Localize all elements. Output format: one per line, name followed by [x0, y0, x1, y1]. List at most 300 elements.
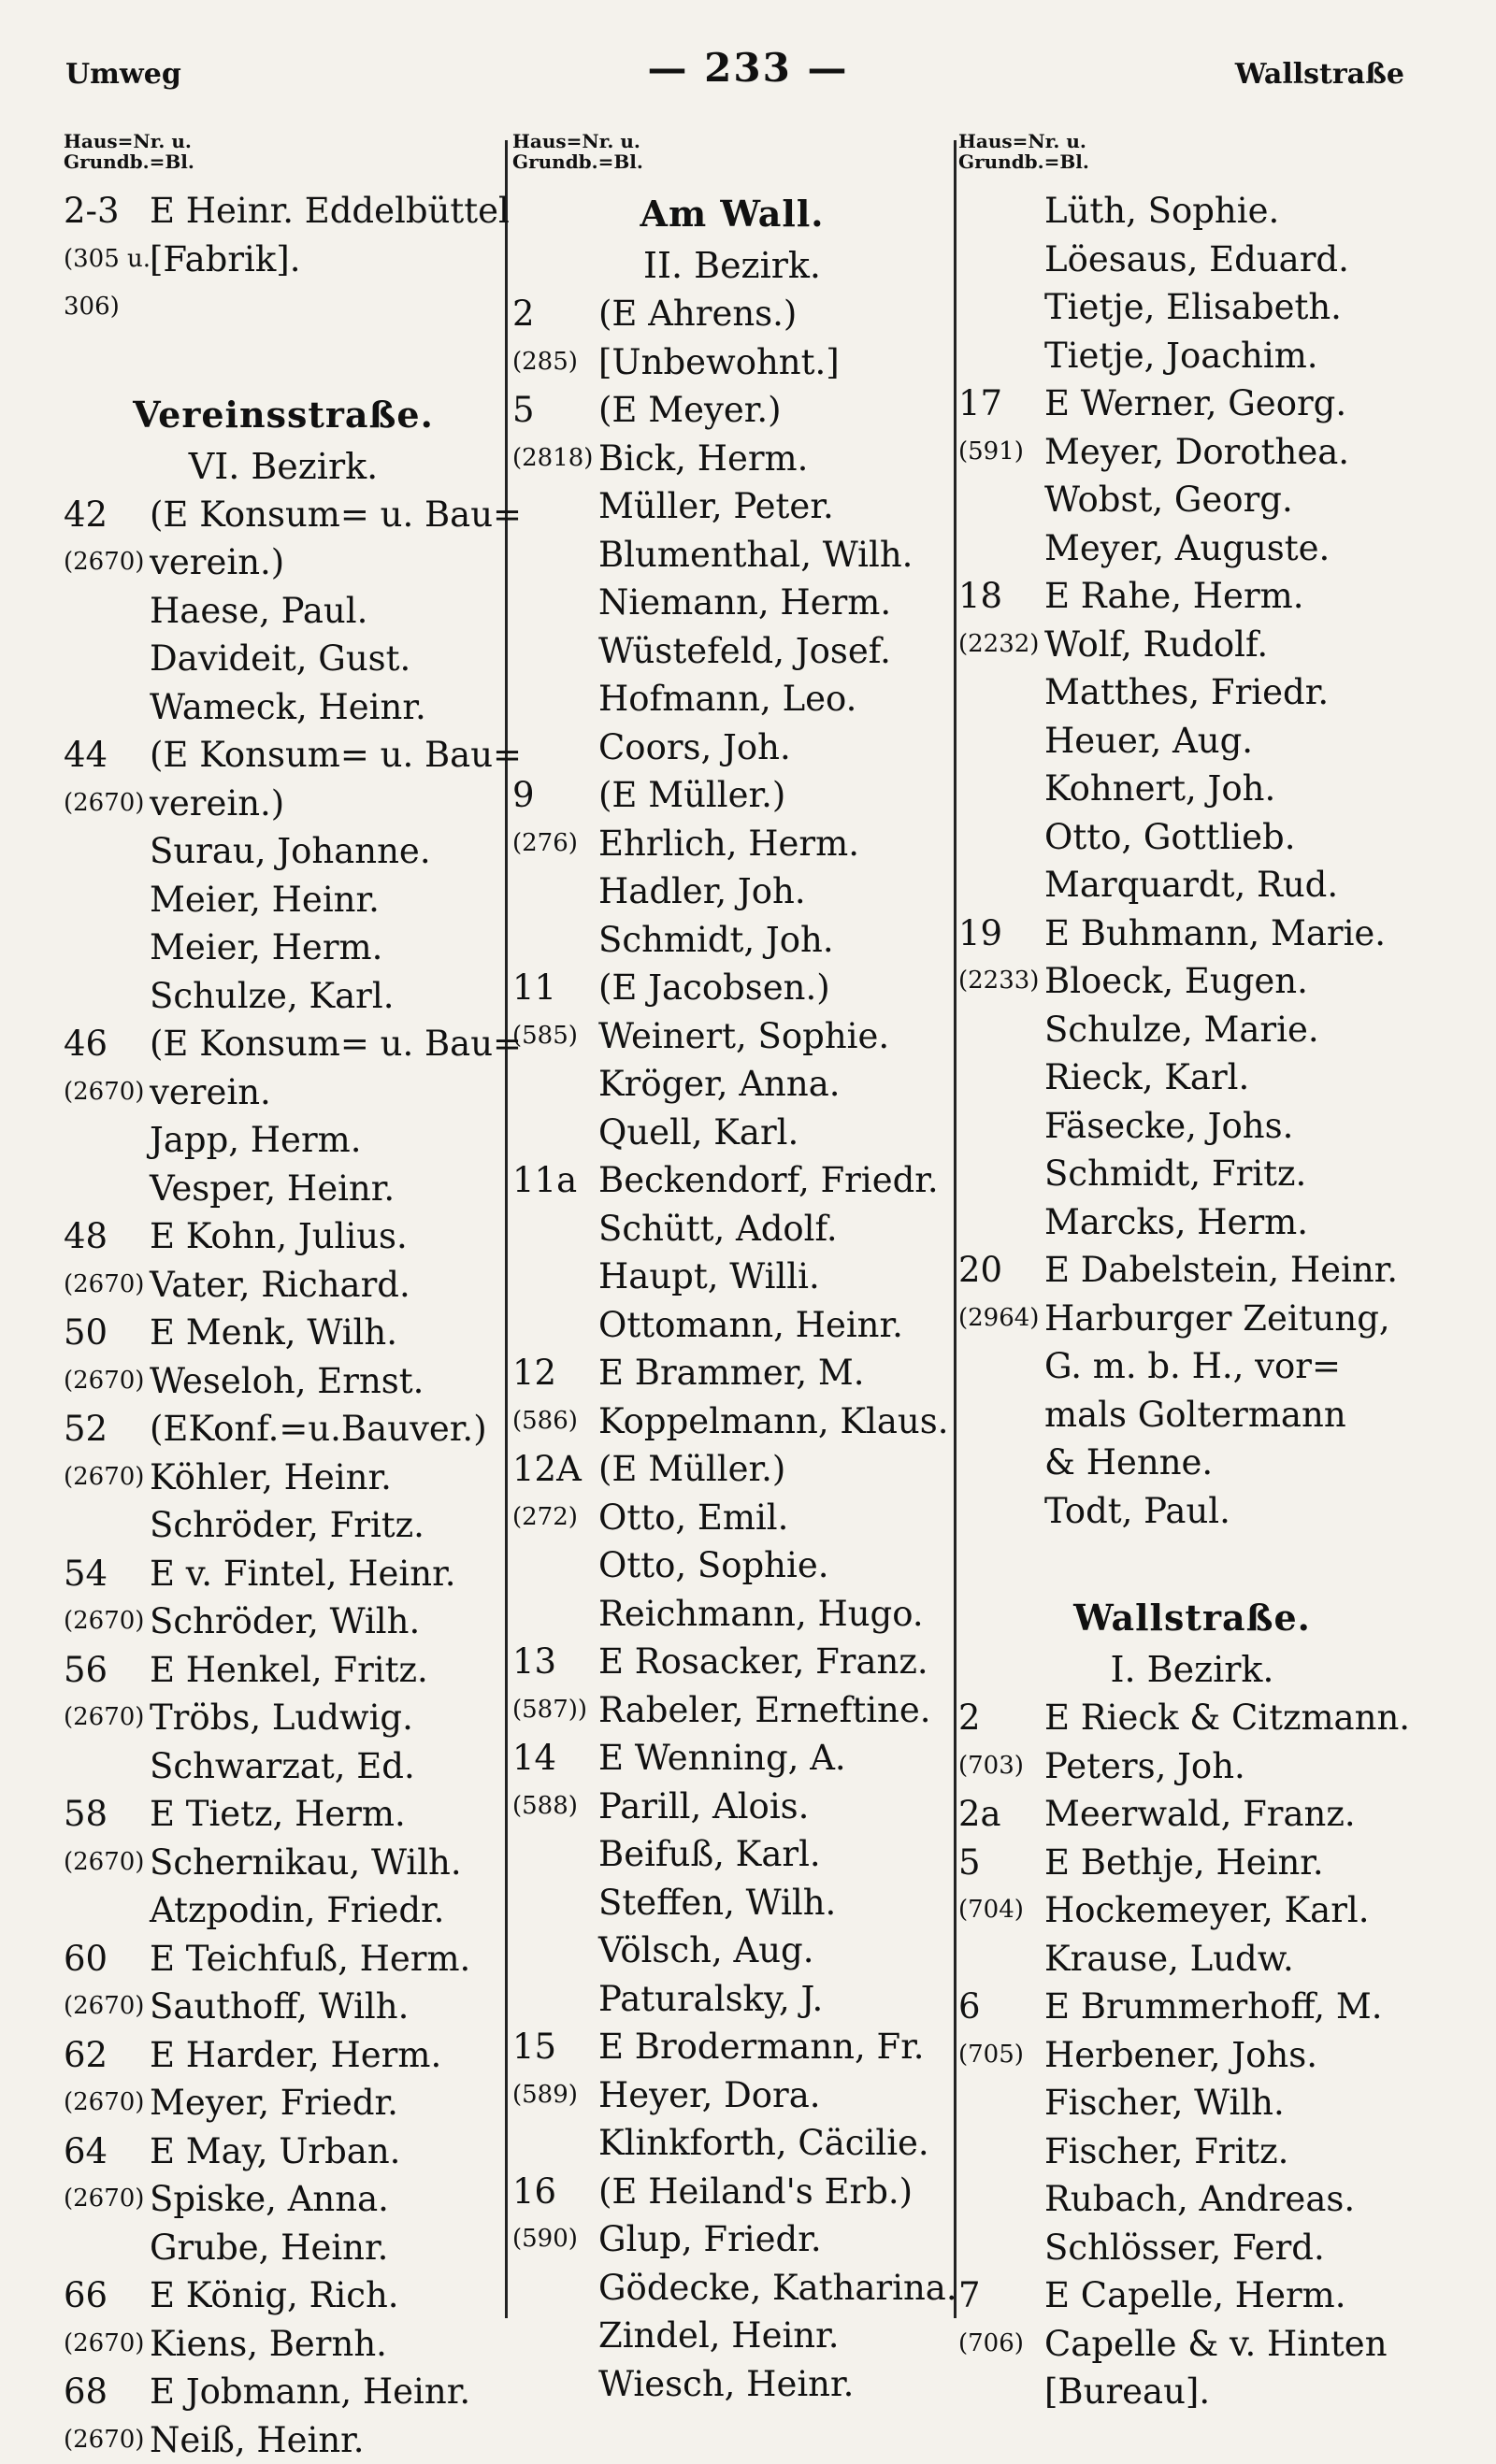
entry-text: E Kohn, Julius.	[150, 1212, 408, 1261]
directory-entry	[958, 2224, 1426, 2272]
house-number: 15	[512, 2023, 556, 2071]
entry-text: Weseloh, Ernst.	[150, 1357, 424, 1406]
entry-text: E Tietz, Herm.	[150, 1790, 406, 1839]
entry-text: E Rahe, Herm.	[1044, 572, 1303, 621]
entry-text: E Henkel, Fritz.	[150, 1646, 428, 1695]
entry-text: Capelle & v. Hinten	[1044, 2320, 1388, 2369]
entry-text: Krause, Ludw.	[1044, 1935, 1294, 1984]
house-number: 58	[64, 1790, 108, 1839]
directory-entry	[958, 524, 1426, 573]
entry-text: Davideit, Gust.	[150, 635, 410, 683]
entry-text: [Unbewohnt.]	[598, 338, 840, 387]
directory-entry	[64, 2127, 503, 2176]
entry-text: E König, Rich.	[150, 2271, 399, 2320]
land-register-number: (276)	[512, 820, 578, 868]
house-number: 18	[958, 572, 1002, 621]
entry-text: Bloeck, Eugen.	[1044, 957, 1308, 1006]
directory-entry	[958, 1198, 1426, 1247]
house-number: 11a	[512, 1156, 577, 1205]
entry-text: E Brodermann, Fr.	[598, 2023, 925, 2071]
entry-text: (E Konsum= u. Bau=	[150, 491, 522, 539]
land-register-number: (704)	[958, 1886, 1024, 1935]
entry-text: Grube, Heinr.	[150, 2224, 388, 2272]
house-number: 68	[64, 2368, 108, 2416]
directory-entry	[512, 386, 952, 435]
house-number: 50	[64, 1309, 108, 1357]
entry-text: Meier, Herm.	[150, 924, 382, 972]
directory-entry	[958, 236, 1426, 284]
directory-entry	[512, 1109, 952, 1157]
house-number: 17	[958, 380, 1002, 428]
entry-text: Beckendorf, Friedr.	[598, 1156, 939, 1205]
house-number: 7	[958, 2271, 981, 2320]
entry-text: Zindel, Heinr.	[598, 2312, 840, 2360]
directory-entry	[958, 332, 1426, 380]
directory-entry	[958, 380, 1426, 428]
entry-text: Bick, Herm.	[598, 435, 808, 483]
directory-entry	[512, 1783, 952, 1831]
house-number: 5	[958, 1839, 981, 1887]
directory-entry	[958, 717, 1426, 766]
directory-entry	[958, 476, 1426, 524]
directory-entry	[64, 1839, 503, 1887]
land-register-number: (590)	[512, 2215, 578, 2264]
land-register-number: (2233)	[958, 957, 1039, 1006]
entry-text: Kohnert, Joh.	[1044, 765, 1275, 813]
directory-entry	[958, 1391, 1426, 1440]
directory-entry	[958, 2175, 1426, 2224]
directory-entry	[64, 827, 503, 876]
directory-entry	[512, 916, 952, 965]
directory-entry	[64, 1694, 503, 1742]
street-heading: Wallstraße.	[958, 1591, 1426, 1645]
directory-entry	[64, 187, 503, 236]
house-number: 44	[64, 731, 108, 780]
entry-text: Harburger Zeitung,	[1044, 1295, 1390, 1343]
entry-text: Meier, Heinr.	[150, 876, 380, 924]
directory-entry	[512, 1205, 952, 1253]
house-number: 5	[512, 386, 535, 435]
entry-text: Neiß, Heinr.	[150, 2416, 365, 2464]
house-number: 2	[958, 1694, 981, 1742]
directory-entry	[512, 1156, 952, 1205]
entry-text: Tröbs, Ludwig.	[150, 1694, 413, 1742]
entry-text: (E Konsum= u. Bau=	[150, 1020, 522, 1068]
directory-entry	[512, 1686, 952, 1735]
header-left-street: Umweg	[65, 58, 181, 91]
entry-text: (E Müller.)	[598, 771, 785, 820]
entry-text: Schröder, Fritz.	[150, 1501, 424, 1550]
entry-text: Schulze, Marie.	[1044, 1006, 1319, 1054]
directory-entry	[64, 1646, 503, 1695]
entry-text: Vesper, Heinr.	[150, 1165, 395, 1213]
house-number: 2	[512, 290, 535, 338]
land-register-number: (285)	[512, 338, 578, 387]
house-number: 66	[64, 2271, 108, 2320]
directory-entry	[958, 1053, 1426, 1102]
entry-text: Haese, Paul.	[150, 587, 367, 636]
directory-entry	[512, 2071, 952, 2120]
directory-entry	[512, 482, 952, 531]
land-register-number: (2670)	[64, 1261, 144, 1310]
directory-entry	[64, 731, 503, 780]
house-number: 13	[512, 1638, 556, 1686]
land-register-number: (2670)	[64, 1357, 144, 1406]
directory-entry	[64, 538, 503, 587]
directory-entry	[958, 1983, 1426, 2031]
entry-text: Klinkforth, Cäcilie.	[598, 2119, 929, 2168]
directory-entry	[64, 1357, 503, 1406]
page-header	[0, 39, 1496, 105]
directory-entry	[64, 1597, 503, 1646]
directory-entry	[958, 1246, 1426, 1295]
directory-entry	[64, 283, 503, 332]
entry-text: Hofmann, Leo.	[598, 675, 856, 723]
entry-text: Meyer, Auguste.	[1044, 524, 1330, 573]
directory-column-2	[512, 131, 952, 2463]
entry-text: Reichmann, Hugo.	[598, 1590, 924, 1639]
page-number: — 233 —	[0, 45, 1496, 91]
entry-text: E Brammer, M.	[598, 1349, 865, 1397]
entry-text: Matthes, Friedr.	[1044, 668, 1329, 717]
entry-text: Otto, Emil.	[598, 1494, 788, 1542]
directory-entry	[512, 435, 952, 483]
land-register-number: (2670)	[64, 1597, 144, 1646]
house-number: 14	[512, 1734, 556, 1783]
directory-entry	[958, 1694, 1426, 1742]
directory-entry	[958, 187, 1426, 236]
entry-text: verein.	[150, 1068, 271, 1117]
street-heading: Vereinsstraße.	[64, 388, 503, 442]
column-header-line: Haus=Nr. u.	[512, 131, 952, 151]
entry-text: Steffen, Wilh.	[598, 1879, 836, 1927]
entry-text: Japp, Herm.	[150, 1116, 361, 1165]
land-register-number: (2818)	[512, 435, 593, 483]
column-divider	[505, 140, 508, 2318]
entry-text: verein.)	[150, 538, 284, 587]
entry-text: Ehrlich, Herm.	[598, 820, 859, 868]
entry-text: Wiesch, Heinr.	[598, 2360, 854, 2409]
entry-text: Fäsecke, Johs.	[1044, 1102, 1293, 1151]
house-number: 12	[512, 1349, 556, 1397]
entry-text: Meerwald, Franz.	[1044, 1790, 1356, 1839]
entry-text: Paturalsky, J.	[598, 1975, 823, 2024]
directory-entry	[512, 820, 952, 868]
directory-entry	[512, 1638, 952, 1686]
entry-text: Heyer, Dora.	[598, 2071, 821, 2120]
entry-text: E v. Fintel, Heinr.	[150, 1550, 455, 1598]
directory-entry	[958, 813, 1426, 862]
directory-entry	[512, 2023, 952, 2071]
directory-entry	[512, 1830, 952, 1879]
entry-text: Schmidt, Fritz.	[1044, 1150, 1306, 1198]
directory-entry	[958, 1102, 1426, 1151]
house-number: 2-3	[64, 187, 120, 236]
entry-text: Koppelmann, Klaus.	[598, 1397, 948, 1446]
entry-text: Herbener, Johs.	[1044, 2031, 1317, 2080]
house-number: 64	[64, 2127, 108, 2176]
directory-entry	[512, 338, 952, 387]
land-register-number: (588)	[512, 1783, 578, 1831]
directory-entry	[64, 2320, 503, 2369]
house-number: 60	[64, 1935, 108, 1984]
entry-text: & Henne.	[1044, 1439, 1213, 1487]
directory-column-3	[958, 131, 1426, 2463]
land-register-number: (2670)	[64, 1068, 144, 1117]
land-register-number: (2670)	[64, 538, 144, 587]
land-register-number: (589)	[512, 2071, 578, 2120]
entry-text: Schröder, Wilh.	[150, 1597, 420, 1646]
entry-text: E May, Urban.	[150, 2127, 400, 2176]
land-register-number: (2670)	[64, 1454, 144, 1502]
land-register-number: (706)	[958, 2320, 1024, 2369]
entry-text: Otto, Gottlieb.	[1044, 813, 1295, 862]
entry-text: (E Müller.)	[598, 1445, 785, 1494]
directory-entry	[958, 668, 1426, 717]
directory-entry	[512, 290, 952, 338]
entry-text: E Capelle, Herm.	[1044, 2271, 1346, 2320]
entry-text: Hockemeyer, Karl.	[1044, 1886, 1370, 1935]
entry-text: E Heinr. Eddelbüttel	[150, 187, 510, 236]
entry-text: Marcks, Herm.	[1044, 1198, 1308, 1247]
entry-text: Rieck, Karl.	[1044, 1053, 1249, 1102]
entry-text: Schulze, Karl.	[150, 972, 394, 1021]
entry-text: (E Konsum= u. Bau=	[150, 731, 522, 780]
directory-entry	[64, 2224, 503, 2272]
directory-entry	[64, 1886, 503, 1935]
directory-entry	[958, 428, 1426, 477]
directory-entry	[64, 1020, 503, 1068]
directory-entry	[958, 957, 1426, 1006]
directory-entry	[64, 2079, 503, 2127]
section-spacer	[958, 1535, 1426, 1591]
directory-entry	[64, 491, 503, 539]
entry-text: Völsch, Aug.	[598, 1927, 814, 1975]
land-register-number: (2670)	[64, 2416, 144, 2464]
land-register-number: (305 u.	[64, 236, 151, 284]
land-register-number: (2232)	[958, 621, 1039, 669]
entry-text: Sauthoff, Wilh.	[150, 1983, 409, 2031]
column-header-line: Grundb.=Bl.	[512, 151, 952, 172]
entry-text: E Jobmann, Heinr.	[150, 2368, 470, 2416]
directory-entry	[512, 771, 952, 820]
land-register-number: (2670)	[64, 2175, 144, 2224]
entry-text: Gödecke, Katharina.	[598, 2264, 957, 2313]
directory-entry	[958, 621, 1426, 669]
directory-entry	[64, 587, 503, 636]
entry-text: Meyer, Dorothea.	[1044, 428, 1349, 477]
directory-entry	[64, 1983, 503, 2031]
directory-entry	[512, 1012, 952, 1061]
column-divider	[954, 140, 957, 2318]
house-number: 19	[958, 910, 1002, 958]
entry-text: Löesaus, Eduard.	[1044, 236, 1349, 284]
entry-text: E Werner, Georg.	[1044, 380, 1346, 428]
entry-text: Schütt, Adolf.	[598, 1205, 838, 1253]
entry-text: Blumenthal, Wilh.	[598, 531, 913, 580]
entry-text: Kröger, Anna.	[598, 1060, 841, 1109]
directory-entry	[64, 1309, 503, 1357]
directory-entry	[512, 723, 952, 772]
directory-entry	[64, 236, 503, 284]
entry-text: Wüstefeld, Josef.	[598, 627, 891, 676]
entry-text: E Wenning, A.	[598, 1734, 846, 1783]
directory-entry	[64, 1068, 503, 1117]
house-number: 46	[64, 1020, 108, 1068]
entry-text: Quell, Karl.	[598, 1109, 798, 1157]
house-number: 56	[64, 1646, 108, 1695]
column-header-line: Grundb.=Bl.	[64, 151, 503, 172]
entry-text: Müller, Peter.	[598, 482, 834, 531]
house-number: 12A	[512, 1445, 582, 1494]
section-spacer	[64, 332, 503, 388]
directory-entry	[512, 1975, 952, 2024]
directory-entry	[958, 2127, 1426, 2176]
entry-text: Todt, Paul.	[1044, 1487, 1230, 1536]
entry-text: (E Heiland's Erb.)	[598, 2168, 913, 2216]
house-number: 20	[958, 1246, 1002, 1295]
house-number: 11	[512, 964, 556, 1012]
directory-entry	[512, 2215, 952, 2264]
entry-text: (E Jacobsen.)	[598, 964, 830, 1012]
entry-text: Surau, Johanne.	[150, 827, 431, 876]
directory-entry	[64, 924, 503, 972]
directory-entry	[64, 1550, 503, 1598]
directory-entry	[64, 780, 503, 828]
entry-text: Spiske, Anna.	[150, 2175, 389, 2224]
house-number: 2a	[958, 1790, 1001, 1839]
land-register-number: (2670)	[64, 1839, 144, 1887]
land-register-number: (2670)	[64, 780, 144, 828]
directory-entry	[512, 1879, 952, 1927]
entry-text: Haupt, Willi.	[598, 1253, 820, 1301]
directory-entry	[958, 1935, 1426, 1984]
directory-entry	[958, 1439, 1426, 1487]
directory-entry	[64, 1790, 503, 1839]
land-register-number: (2670)	[64, 2320, 144, 2369]
land-register-number: (585)	[512, 1012, 578, 1061]
street-heading: Am Wall.	[512, 187, 952, 241]
column-header	[958, 131, 1426, 187]
directory-entry	[958, 1839, 1426, 1887]
land-register-number: (586)	[512, 1397, 578, 1446]
directory-entry	[64, 1261, 503, 1310]
directory-entry	[512, 1927, 952, 1975]
entry-text: Hadler, Joh.	[598, 867, 806, 916]
entry-text: E Harder, Herm.	[150, 2031, 441, 2080]
directory-entry	[958, 1295, 1426, 1343]
directory-entry	[958, 1150, 1426, 1198]
directory-entry	[512, 675, 952, 723]
column-header-line: Haus=Nr. u.	[958, 131, 1426, 151]
directory-entry	[512, 964, 952, 1012]
entry-text: [Fabrik].	[150, 236, 300, 284]
entry-text: Fischer, Fritz.	[1044, 2127, 1288, 2176]
district-heading: I. Bezirk.	[958, 1645, 1426, 1694]
land-register-number: (2964)	[958, 1295, 1039, 1343]
directory-entry	[958, 1006, 1426, 1054]
entry-text: E Rieck & Citzmann.	[1044, 1694, 1410, 1742]
entry-text: Köhler, Heinr.	[150, 1454, 392, 1502]
directory-entry	[64, 1116, 503, 1165]
directory-entry	[64, 1405, 503, 1454]
column-header	[64, 131, 503, 187]
directory-entry	[64, 972, 503, 1021]
directory-entry	[512, 867, 952, 916]
directory-entry	[958, 765, 1426, 813]
entry-text: [Bureau].	[1044, 2368, 1210, 2416]
entry-text: Meyer, Friedr.	[150, 2079, 398, 2127]
column-header	[512, 131, 952, 187]
directory-entry	[512, 1494, 952, 1542]
entry-text: Fischer, Wilh.	[1044, 2079, 1285, 2127]
entry-text: E Teichfuß, Herm.	[150, 1935, 470, 1984]
directory-entry	[958, 1742, 1426, 1791]
directory-entry	[64, 2031, 503, 2080]
directory-entry	[64, 1742, 503, 1791]
directory-entry	[512, 1253, 952, 1301]
directory-entry	[64, 2175, 503, 2224]
directory-entry	[64, 1501, 503, 1550]
entry-text: Schmidt, Joh.	[598, 916, 834, 965]
land-register-number: (2670)	[64, 2079, 144, 2127]
entry-text: Ottomann, Heinr.	[598, 1301, 903, 1350]
directory-entry	[64, 2368, 503, 2416]
land-register-number: 306)	[64, 283, 120, 332]
entry-text: E Menk, Wilh.	[150, 1309, 397, 1357]
directory-entry	[512, 1590, 952, 1639]
entry-text: Wobst, Georg.	[1044, 476, 1293, 524]
directory-entry	[958, 2368, 1426, 2416]
directory-entry	[512, 627, 952, 676]
entry-text: Heuer, Aug.	[1044, 717, 1253, 766]
house-number: 62	[64, 2031, 108, 2080]
entry-text: Peters, Joh.	[1044, 1742, 1245, 1791]
entry-text: Niemann, Herm.	[598, 579, 891, 627]
directory-entry	[958, 572, 1426, 621]
entry-text: Schwarzat, Ed.	[150, 1742, 415, 1791]
entry-text: (E Meyer.)	[598, 386, 782, 435]
entry-text: Rubach, Andreas.	[1044, 2175, 1355, 2224]
entry-text: E Rosacker, Franz.	[598, 1638, 928, 1686]
directory-entry	[512, 579, 952, 627]
entry-text: Weinert, Sophie.	[598, 1012, 889, 1061]
entry-text: Tietje, Elisabeth.	[1044, 283, 1342, 332]
house-number: 52	[64, 1405, 108, 1454]
district-heading: VI. Bezirk.	[64, 442, 503, 491]
entry-text: Schernikau, Wilh.	[150, 1839, 462, 1887]
directory-entry	[64, 2416, 503, 2464]
district-heading: II. Bezirk.	[512, 241, 952, 290]
directory-entry	[958, 861, 1426, 910]
directory-entry	[64, 683, 503, 732]
house-number: 42	[64, 491, 108, 539]
entry-text: E Buhmann, Marie.	[1044, 910, 1386, 958]
directory-column-1	[64, 131, 503, 2463]
directory-entry	[64, 1212, 503, 1261]
directory-entry	[64, 1165, 503, 1213]
entry-text: E Brummerhoff, M.	[1044, 1983, 1382, 2031]
directory-entry	[64, 1454, 503, 1502]
directory-entry	[64, 2271, 503, 2320]
directory-entry	[512, 1060, 952, 1109]
entry-text: (EKonf.=u.Bauver.)	[150, 1405, 487, 1454]
land-register-number: (272)	[512, 1494, 578, 1542]
header-right-street: Wallstraße	[1235, 58, 1404, 91]
directory-entry	[512, 2119, 952, 2168]
house-number: 54	[64, 1550, 108, 1598]
entry-text: Rabeler, Erneftine.	[598, 1686, 931, 1735]
